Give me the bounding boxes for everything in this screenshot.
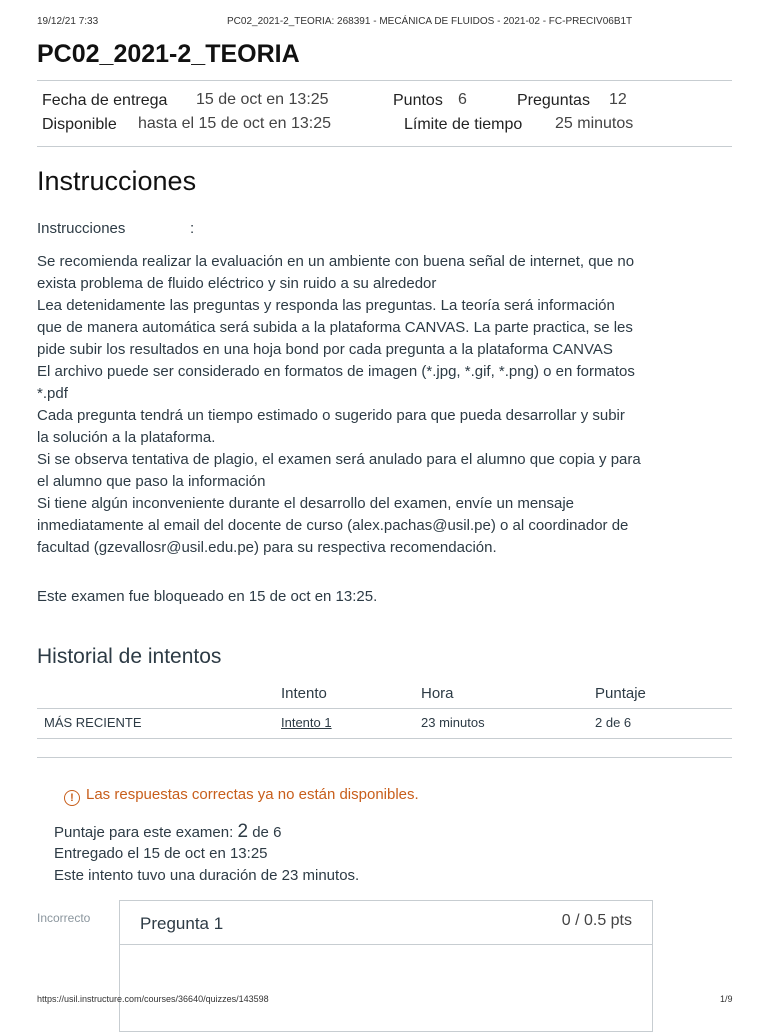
points-label: Puntos	[393, 92, 443, 109]
instruction-line: Si tiene algún inconveniente durante el desarrollo del examen, envíe un mensaje	[37, 495, 575, 512]
warning-text: Las respuestas correctas ya no están disponibles.	[86, 786, 419, 803]
instruction-line: *.pdf	[37, 385, 68, 402]
table-divider	[37, 708, 732, 709]
table-divider	[37, 738, 732, 739]
instruction-line: inmediatamente al email del docente de curso (alex.pachas@usil.pe) o al coordinador de	[37, 517, 629, 534]
instruction-line: la solución a la plataforma.	[37, 429, 216, 446]
points-value: 6	[458, 91, 467, 108]
duration-text: Este intento tuvo una duración de 23 minutos.	[54, 867, 360, 884]
instruction-line: Lea detenidamente las preguntas y responda las preguntas. La teoría será información	[37, 297, 615, 314]
instruction-line: exista problema de fluido eléctrico y sin ruido a su alrededor	[37, 275, 437, 292]
question-header	[120, 901, 652, 945]
time-limit-label: Límite de tiempo	[404, 116, 523, 133]
instruction-line: el alumno que paso la información	[37, 473, 266, 490]
submitted-text: Entregado el 15 de oct en 13:25	[54, 845, 268, 862]
warning-icon: !	[64, 790, 80, 806]
divider	[37, 757, 732, 758]
instructions-heading: Instrucciones	[37, 166, 197, 196]
col-header-score: Puntaje	[595, 685, 646, 702]
score-label: Puntaje para este examen:	[54, 824, 234, 841]
exam-score	[54, 821, 281, 843]
row-label: MÁS RECIENTE	[44, 715, 142, 730]
print-doc-title: PC02_2021-2_TEORIA: 268391 - MECÁNICA DE FLUIDOS - 2021-02 - FC-PRECIV06B1T	[227, 16, 633, 27]
attempt-time: 23 minutos	[421, 715, 485, 730]
question-points: 0 / 0.5 pts	[561, 912, 632, 929]
attempt-link[interactable]: Intento 1	[281, 715, 332, 730]
instructions-label: Instrucciones	[37, 220, 126, 237]
instruction-line: Se recomienda realizar la evaluación en un ambiente con buena señal de internet, que no	[37, 253, 635, 270]
instruction-line: Cada pregunta tendrá un tiempo estimado o sugerido para que pueda desarrollar y subir	[37, 407, 625, 424]
divider	[37, 146, 732, 147]
available-value: hasta el 15 de oct en 13:25	[138, 115, 332, 132]
due-value: 15 de oct en 13:25	[196, 91, 329, 108]
divider	[37, 80, 732, 81]
score-value: 2	[237, 821, 249, 842]
instruction-line: que de manera automática será subida a la plataforma CANVAS. La parte practica, se les	[37, 319, 633, 336]
instruction-line: facultad (gzevallosr@usil.edu.pe) para su respectiva recomendación.	[37, 539, 497, 556]
due-label: Fecha de entrega	[42, 92, 168, 109]
question-card	[119, 900, 653, 1032]
col-header-attempt: Intento	[281, 685, 327, 702]
answers-unavailable-warning	[64, 786, 419, 806]
print-datetime: 19/12/21 7:33	[37, 16, 99, 27]
footer-url: https://usil.instructure.com/courses/36640/quizzes/143598	[37, 994, 269, 1004]
instructions-colon: :	[190, 220, 195, 237]
question-status: Incorrecto	[37, 911, 91, 925]
instruction-line: El archivo puede ser considerado en formatos de imagen (*.jpg, *.gif, *.png) o en formatos	[37, 363, 635, 380]
questions-value: 12	[609, 91, 627, 108]
time-limit-value: 25 minutos	[555, 115, 634, 132]
instructions-body	[37, 251, 737, 559]
score-suffix: de 6	[252, 824, 282, 841]
locked-notice: Este examen fue bloqueado en 15 de oct en 13:25.	[37, 588, 378, 605]
page-title: PC02_2021-2_TEORIA	[37, 40, 300, 68]
history-heading: Historial de intentos	[37, 645, 222, 668]
col-header-time: Hora	[421, 685, 454, 702]
instruction-line: Si se observa tentativa de plagio, el examen será anulado para el alumno que copia y para	[37, 451, 641, 468]
question-title: Pregunta 1	[140, 914, 224, 933]
questions-label: Preguntas	[517, 92, 590, 109]
available-label: Disponible	[42, 116, 117, 133]
footer-page: 1/9	[720, 994, 733, 1004]
attempt-score: 2 de 6	[595, 715, 632, 730]
instruction-line: pide subir los resultados en una hoja bond por cada pregunta a la plataforma CANVAS	[37, 341, 613, 358]
